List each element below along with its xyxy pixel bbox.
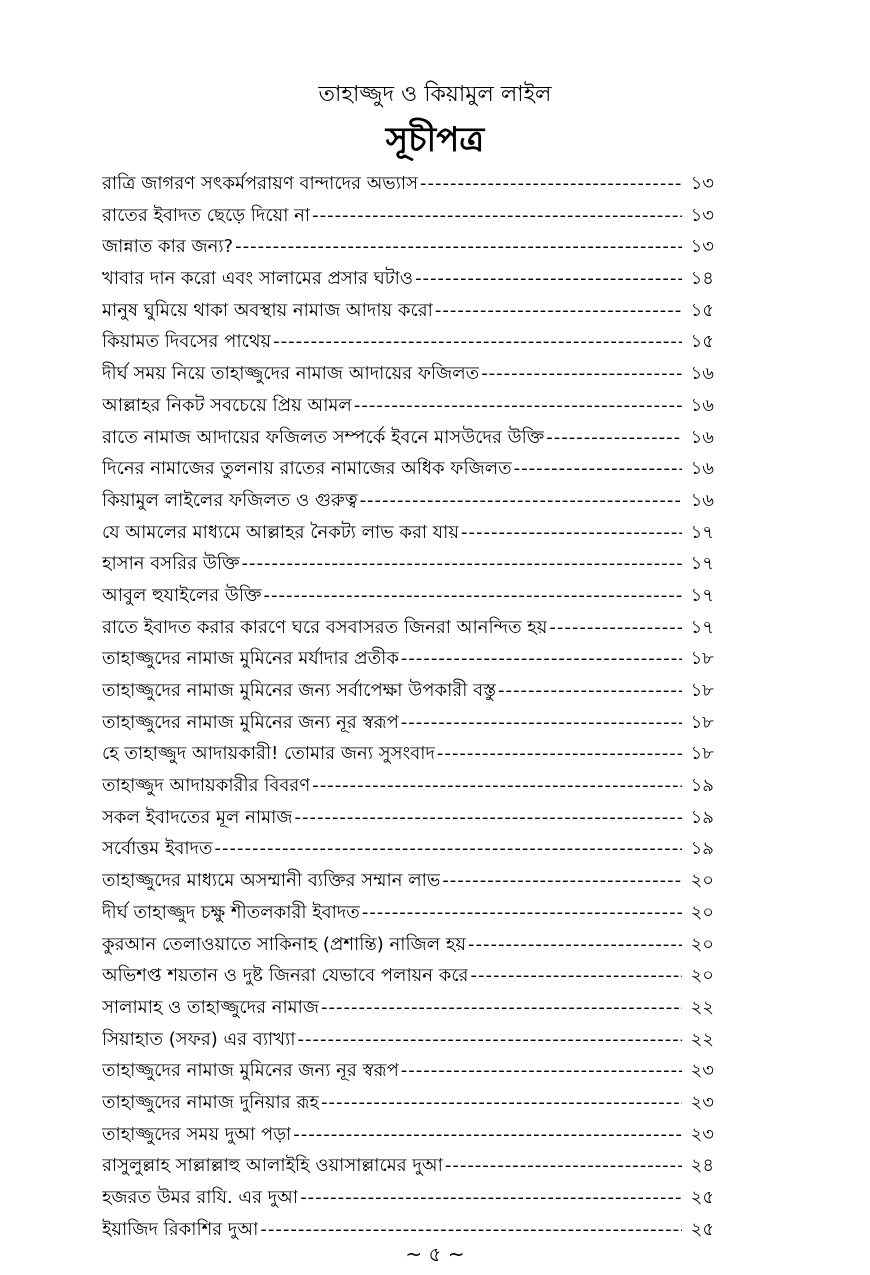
toc-entry-title: রাতে ইবাদত করার কারণে ঘরে বসবাসরত জিনরা আনন্দিত হয় [102, 616, 548, 638]
toc-dot-leader [461, 517, 682, 548]
toc-dot-leader [415, 263, 682, 294]
toc-entry-page: ১৭ [690, 521, 714, 543]
toc-entry [102, 960, 714, 992]
toc-entry [102, 770, 714, 802]
toc-entry-page: ২০ [690, 965, 714, 987]
toc-entry [102, 548, 714, 580]
toc-entry [102, 485, 714, 517]
toc-entry-title: সর্বোত্তম ইবাদত [102, 838, 213, 860]
toc-entry-title: তাহাজ্জুদ আদায়কারীর বিবরণ [102, 775, 311, 797]
toc-entry-title: জান্নাত কার জন্য? [102, 236, 234, 258]
toc-entry-title: হজরত উমর রাযি. এর দুআ [102, 1187, 299, 1208]
toc-dot-leader [321, 1087, 682, 1118]
toc-dot-leader [300, 1182, 682, 1213]
toc-entry [102, 865, 714, 897]
toc-entry [102, 1055, 714, 1087]
toc-entry-page: ১৬ [690, 394, 714, 416]
toc-dot-leader [401, 707, 682, 738]
toc-dot-leader [470, 960, 682, 991]
toc-entry [102, 1024, 714, 1056]
toc-entry-page: ২৪ [690, 1155, 714, 1177]
toc-entry-page: ২২ [690, 996, 714, 1018]
toc-entry-title: অভিশপ্ত শয়তান ও দুষ্ট জিনরা যেভাবে পলায়ন করে [102, 965, 469, 987]
toc-entry-title: হে তাহাজ্জুদ আদায়কারী! তোমার জন্য সুসংবাদ [102, 743, 435, 765]
toc-entry-page: ২০ [690, 901, 714, 923]
toc-entry [102, 517, 714, 549]
toc-entry [102, 1087, 714, 1119]
toc-entry-page: ২৩ [690, 1091, 714, 1113]
toc-entry-title: তাহাজ্জুদের মাধ্যমে অসম্মানী ব্যক্তির সম্মান লাভ [102, 870, 441, 892]
toc-heading: সূচীপত্র [385, 120, 485, 160]
toc-entry-title: তাহাজ্জুদের নামাজ মুমিনের মর্যাদার প্রতীক [102, 648, 399, 670]
toc-entry [102, 453, 714, 485]
toc-dot-leader [481, 358, 682, 389]
toc-entry-title: ইয়াজিদ রিকাশির দুআ [102, 1218, 259, 1240]
toc-dot-leader [546, 422, 682, 453]
toc-dot-leader [401, 643, 682, 674]
toc-entry-title: তাহাজ্জুদের নামাজ দুনিয়ার রূহ [102, 1091, 319, 1113]
toc-dot-leader [420, 168, 682, 199]
toc-entry-page: ২০ [690, 933, 714, 955]
toc-dot-leader [215, 833, 682, 864]
toc-entry-page: ১৯ [690, 775, 714, 797]
toc-entry-page: ১৫ [690, 331, 714, 353]
toc-dot-leader [549, 612, 682, 643]
toc-entry [102, 802, 714, 834]
toc-entry-page: ১৮ [690, 648, 714, 670]
toc-entry-title: মানুষ ঘুমিয়ে থাকা অবস্থায় নামাজ আদায় করো [102, 299, 433, 321]
toc-entry [102, 295, 714, 327]
toc-entry [102, 992, 714, 1024]
toc-entry [102, 580, 714, 612]
toc-entry-page: ১৭ [690, 584, 714, 606]
toc-entry [102, 231, 714, 263]
toc-entry [102, 200, 714, 232]
toc-entry [102, 1150, 714, 1182]
toc-entry-title: সালামাহ ও তাহাজ্জুদের নামাজ [102, 996, 319, 1018]
toc-entry-title: দিনের নামাজের তুলনায় রাতের নামাজের অধিক ফজিলত [102, 458, 512, 480]
toc-dot-leader [293, 1119, 682, 1150]
toc-entry-page: ১৬ [690, 458, 714, 480]
toc-entry-title: দীর্ঘ সময় নিয়ে তাহাজ্জুদের নামাজ আদায়ের ফজিলত [102, 363, 480, 385]
toc-entry [102, 168, 714, 200]
toc-dot-leader [442, 865, 682, 896]
toc-entry-page: ১৯ [690, 838, 714, 860]
toc-entry [102, 1119, 714, 1151]
toc-dot-leader [354, 390, 682, 421]
toc-dot-leader [298, 1024, 682, 1055]
toc-entry-title: খাবার দান করো এবং সালামের প্রসার ঘটাও [102, 268, 414, 290]
toc-entry-page: ২২ [690, 1028, 714, 1050]
toc-entry-page: ১৩ [690, 236, 714, 258]
toc-entry [102, 929, 714, 961]
toc-dot-leader [264, 580, 682, 611]
toc-entry-title: সিয়াহাত (সফর) এর ব্যাখ্যা [102, 1028, 296, 1050]
toc-entry [102, 390, 714, 422]
toc-entry [102, 707, 714, 739]
toc-entry-title: তাহাজ্জুদের নামাজ মুমিনের জন্য নূর স্বরূপ [102, 711, 399, 733]
toc-entry-page: ১৯ [690, 806, 714, 828]
toc-dot-leader [321, 992, 682, 1023]
toc-dot-leader [360, 485, 682, 516]
toc-entry [102, 675, 714, 707]
toc-entry-title: কুরআন তেলাওয়াতে সাকিনাহ (প্রশান্তি) নাজিল হয় [102, 933, 466, 955]
toc-entry-title: তাহাজ্জুদের নামাজ মুমিনের জন্য নূর স্বরূপ [102, 1060, 399, 1082]
toc-entry [102, 833, 714, 865]
toc-dot-leader [242, 548, 683, 579]
toc-entry-title: আবুল হুযাইলের উক্তি [102, 584, 262, 606]
toc-dot-leader [401, 1055, 682, 1086]
toc-dot-leader [294, 802, 682, 833]
toc-entry [102, 738, 714, 770]
toc-dot-leader [312, 770, 682, 801]
toc-entry-title: রাতের ইবাদত ছেড়ে দিয়ো না [102, 204, 311, 226]
toc-entry-title: যে আমলের মাধ্যমে আল্লাহর নৈকট্য লাভ করা যায় [102, 521, 459, 543]
toc-dot-leader [437, 738, 682, 769]
toc-dot-leader [362, 897, 682, 928]
toc-dot-leader [273, 326, 682, 357]
toc-entry-page: ২৩ [690, 1123, 714, 1145]
toc-dot-leader [468, 929, 682, 960]
toc-entry-page: ১৬ [690, 426, 714, 448]
toc-entry-title: দীর্ঘ তাহাজ্জুদ চক্ষু শীতলকারী ইবাদত [102, 901, 360, 923]
toc-entry-title: সকল ইবাদতের মূল নামাজ [102, 806, 293, 828]
toc-entry-page: ১৮ [690, 680, 714, 701]
toc-dot-leader [312, 200, 682, 231]
toc-entry-page: ১৬ [690, 489, 714, 511]
toc-entry-page: ২৩ [690, 1060, 714, 1082]
toc-entry-page: ১৪ [690, 268, 714, 290]
toc-dot-leader [514, 453, 682, 484]
toc-entry-title: রাত্রি জাগরণ সৎকর্মপরায়ণ বান্দাদের অভ্যাস [102, 173, 419, 194]
toc-entry [102, 422, 714, 454]
toc-entry-page: ১৭ [690, 553, 714, 575]
toc-entry-page: ২৫ [690, 1218, 714, 1240]
toc-entry-title: তাহাজ্জুদের নামাজ মুমিনের জন্য সর্বাপেক্ষা উপকারী বস্তু [102, 680, 497, 701]
toc-entry-page: ২৫ [690, 1187, 714, 1208]
toc-entry-title: কিয়ামুল লাইলের ফজিলত ও গুরুত্ব [102, 489, 358, 511]
book-title: তাহাজ্জুদ ও কিয়ামুল লাইল [318, 82, 552, 107]
toc-entry-page: ২০ [690, 870, 714, 892]
page-number: ~ ৫ ~ [405, 1242, 465, 1266]
toc-entry [102, 263, 714, 295]
toc-entry-page: ১৮ [690, 711, 714, 733]
toc-dot-leader [235, 231, 682, 262]
toc-dot-leader [435, 295, 682, 326]
toc-entry [102, 897, 714, 929]
toc-entry-page: ১৬ [690, 363, 714, 385]
table-of-contents [102, 168, 714, 1245]
toc-entry-page: ১৩ [690, 173, 714, 194]
toc-entry [102, 358, 714, 390]
toc-entry-page: ১৩ [690, 204, 714, 226]
toc-entry-title: কিয়ামত দিবসের পাথেয় [102, 331, 272, 353]
toc-dot-leader [498, 675, 682, 706]
toc-entry [102, 643, 714, 675]
toc-entry-title: তাহাজ্জুদের সময় দুআ পড়া [102, 1123, 292, 1145]
toc-entry [102, 1182, 714, 1214]
toc-entry-title: রাসুলুল্লাহ সাল্লাল্লাহু আলাইহি ওয়াসাল্লামের দুআ [102, 1155, 443, 1177]
toc-entry-title: হাসান বসরির উক্তি [102, 553, 240, 575]
toc-entry-title: আল্লাহর নিকট সবচেয়ে প্রিয় আমল [102, 394, 352, 416]
toc-entry [102, 326, 714, 358]
toc-entry-page: ১৮ [690, 743, 714, 765]
toc-entry [102, 612, 714, 644]
toc-entry-page: ১৫ [690, 299, 714, 321]
toc-entry-title: রাতে নামাজ আদায়ের ফজিলত সম্পর্কে ইবনে মাসউদের উক্তি [102, 426, 545, 448]
toc-dot-leader [445, 1150, 682, 1181]
toc-entry-page: ১৭ [690, 616, 714, 638]
